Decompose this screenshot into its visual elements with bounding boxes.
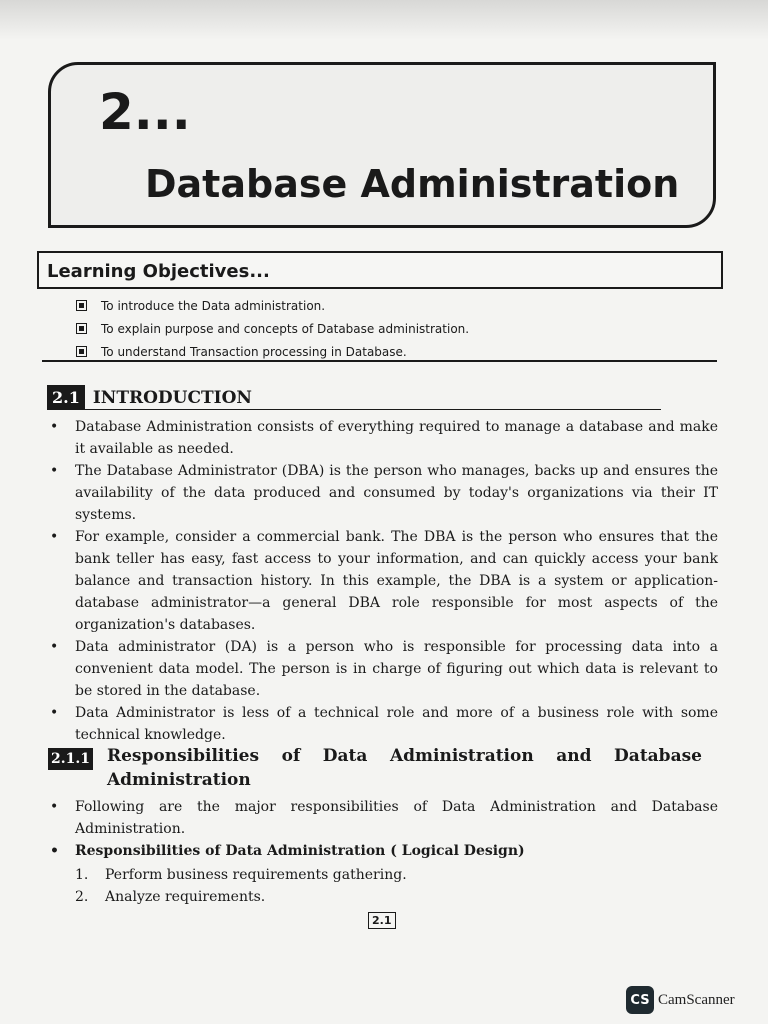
section-title: INTRODUCTION [85, 388, 661, 410]
list-item: • Following are the major responsibilities of Data Administration and Database Administration. [48, 796, 718, 840]
list-item: 1. Perform business requirements gathering. [75, 867, 407, 883]
list-item: • For example, consider a commercial bank. The DBA is the person who ensures that the bank teller has easy, fast access to your information, and can quickly access your bank balance and transaction history. In this example, the DBA is a system or application-database administrator—a general DBA role responsible for most aspects of the organization's databases. [48, 526, 718, 636]
responsibilities-bullets [48, 796, 718, 862]
square-bullet-icon [76, 346, 87, 357]
list-item: • Database Administration consists of everything required to manage a database and make it available as needed. [48, 416, 718, 460]
section-heading [47, 385, 661, 410]
introduction-bullets [48, 416, 718, 746]
camscanner-watermark [626, 986, 735, 1014]
list-item: To explain purpose and concepts of Database administration. [76, 317, 469, 340]
learning-objectives-box [37, 251, 723, 289]
subsection-number: 2.1.1 [48, 748, 93, 770]
subsection-title: Responsibilities of Data Administration and Database Administration [106, 746, 702, 790]
chapter-title: Database Administration [145, 162, 680, 206]
list-item: To introduce the Data administration. [76, 294, 469, 317]
chapter-number: 2... [99, 83, 191, 141]
list-item: • Data administrator (DA) is a person who is responsible for processing data into a convenient data model. The person is in charge of figuring out which data is relevant to be stored in the database. [48, 636, 718, 702]
section-number: 2.1 [47, 385, 85, 410]
scan-edge-shadow [0, 0, 768, 40]
page-number: 2.1 [368, 912, 396, 929]
learning-objectives-list [76, 294, 469, 363]
square-bullet-icon [76, 300, 87, 311]
square-bullet-icon [76, 323, 87, 334]
chapter-header-box [48, 62, 716, 228]
subsection-heading [48, 744, 718, 792]
list-item: To understand Transaction processing in Database. [76, 340, 469, 363]
camscanner-text: CamScanner [658, 991, 735, 1008]
list-item: • Responsibilities of Data Administration ( Logical Design) [48, 840, 718, 862]
learning-objectives-title: Learning Objectives... [47, 261, 270, 282]
camscanner-logo-icon: CS [626, 986, 654, 1014]
divider [42, 360, 717, 362]
list-item: • The Database Administrator (DBA) is the person who manages, backs up and ensures the availability of the data produced and consumed by today's organizations via their IT systems. [48, 460, 718, 526]
list-item: • Data Administrator is less of a technical role and more of a business role with some technical knowledge. [48, 702, 718, 746]
numbered-list [75, 864, 407, 908]
list-item: 2. Analyze requirements. [75, 889, 266, 905]
